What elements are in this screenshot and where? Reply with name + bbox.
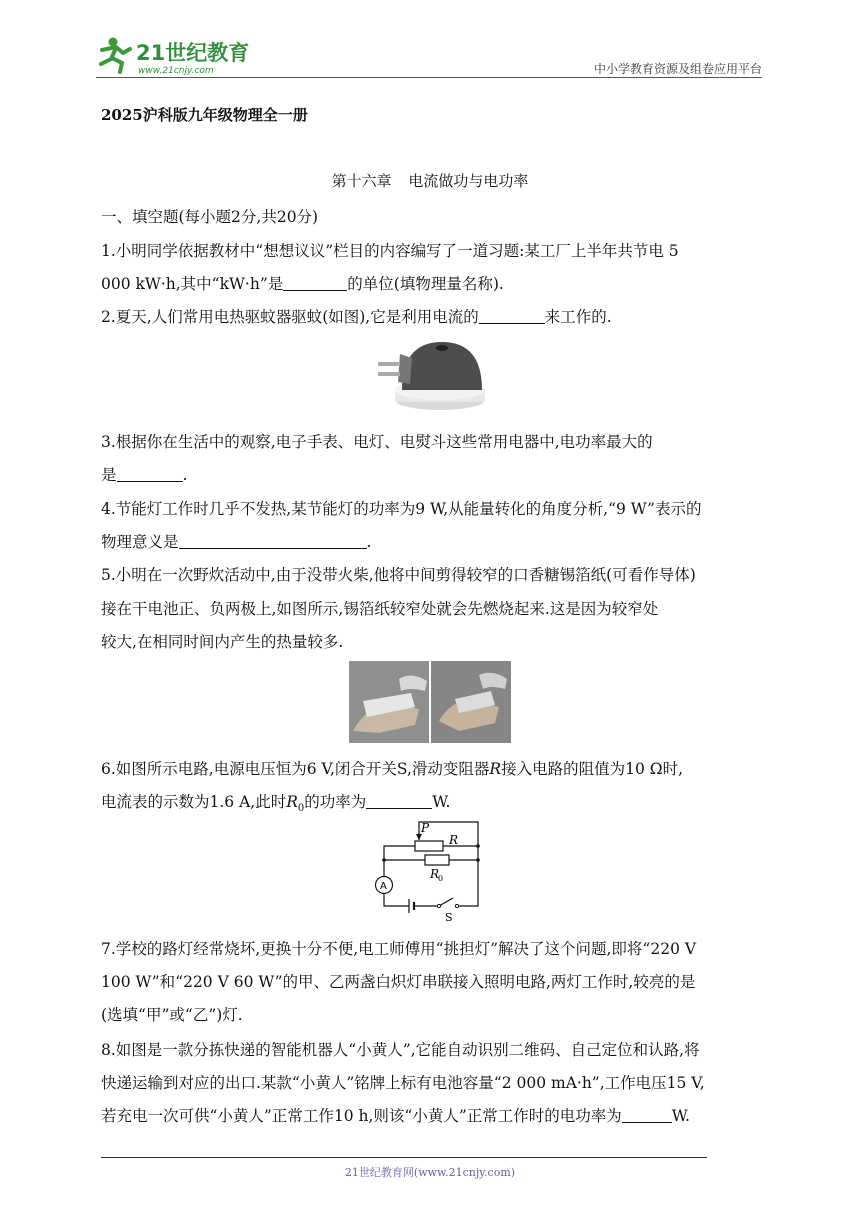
answer-blank[interactable] bbox=[366, 793, 432, 810]
document-title: 2025沪科版九年级物理全一册 bbox=[101, 106, 308, 124]
switch-label: S bbox=[445, 911, 453, 923]
question-8-line-1: 8.如图是一款分拣快递的智能机器人“小黄人”,它能自动识别二维码、自己定位和认路,将 bbox=[101, 1041, 700, 1059]
question-8-line-2: 快递运输到对应的出口.某款“小黄人”铭牌上标有电池容量“2 000 mA·h”,工作电压15 V, bbox=[101, 1074, 705, 1092]
logo-url: www.21cnjy.com bbox=[138, 66, 214, 76]
answer-blank[interactable] bbox=[479, 308, 545, 325]
platform-name: 中小学教育资源及组卷应用平台 bbox=[593, 62, 762, 76]
page-header bbox=[96, 34, 762, 78]
r0-label: R bbox=[430, 867, 440, 881]
header-divider bbox=[96, 77, 762, 78]
rheostat-label: R bbox=[449, 833, 459, 847]
question-5-line-2: 接在干电池正、负两极上,如图所示,锡箔纸较窄处就会先燃烧起来.这是因为较窄处 bbox=[101, 600, 659, 618]
runner-icon bbox=[101, 38, 130, 73]
question-4-line-1: 4.节能灯工作时几乎不发热,某节能灯的功率为9 W,从能量转化的角度分析,“9 W”表示的 bbox=[101, 500, 702, 518]
section-heading: 一、填空题(每小题2分,共20分) bbox=[101, 208, 319, 226]
logo-text: 21世纪教育 bbox=[136, 41, 250, 65]
foil-battery-photos bbox=[349, 661, 511, 743]
question-1-line-2: 000 kW·h,其中“kW·h”是 的单位(填物理量名称). bbox=[101, 275, 504, 293]
answer-blank[interactable] bbox=[179, 533, 367, 550]
question-5-line-1: 5.小明在一次野炊活动中,由于没带火柴,他将中间剪得较窄的口香糖锡箔纸(可看作导体) bbox=[101, 566, 696, 584]
mosquito-repeller-image bbox=[370, 334, 490, 416]
question-6-line-1: 6.如图所示电路,电源电压恒为6 V,闭合开关S,滑动变阻器R接入电路的阻值为10 Ω时, bbox=[101, 760, 684, 778]
question-6-line-2: 电流表的示数为1.6 A,此时$R_0$的功率为 W. bbox=[101, 793, 451, 815]
chapter-title bbox=[0, 170, 860, 191]
ammeter-label: A bbox=[380, 881, 387, 892]
question-7-line-2: 100 W”和“220 V 60 W”的甲、乙两盏白炽灯串联接入照明电路,两灯工作时,较亮的是 bbox=[101, 973, 696, 991]
answer-blank[interactable] bbox=[622, 1107, 672, 1124]
logo bbox=[96, 34, 266, 78]
r0-subscript: 0 bbox=[438, 874, 444, 883]
slider-label: P bbox=[421, 821, 430, 835]
question-1-line-1: 1.小明同学依据教材中“想想议议”栏目的内容编写了一道习题:某工厂上半年共节电 5 bbox=[101, 242, 679, 260]
question-8-line-3: 若充电一次可供“小黄人”正常工作10 h,则该“小黄人”正常工作时的电功率为 W. bbox=[101, 1107, 690, 1125]
question-3-line-1: 3.根据你在生活中的观察,电子手表、电灯、电熨斗这些常用电器中,电功率最大的 bbox=[101, 433, 653, 451]
answer-blank[interactable] bbox=[283, 275, 347, 292]
question-2-line-1: 2.夏天,人们常用电热驱蚊器驱蚊(如图),它是利用电流的 来工作的. bbox=[101, 308, 612, 326]
footer-divider bbox=[101, 1157, 707, 1158]
question-4-line-2: 物理意义是 . bbox=[101, 533, 372, 551]
question-7-line-3: (选填“甲”或“乙”)灯. bbox=[101, 1006, 243, 1024]
question-3-line-2: 是 . bbox=[101, 466, 188, 484]
answer-blank[interactable] bbox=[117, 466, 183, 483]
page-footer[interactable]: 21世纪教育网(www.21cnjy.com) bbox=[344, 1166, 516, 1179]
question-5-line-3: 较大,在相同时间内产生的热量较多. bbox=[101, 633, 344, 651]
circuit-diagram bbox=[373, 818, 488, 923]
question-7-line-1: 7.学校的路灯经常烧坏,更换十分不便,电工师傅用“挑担灯”解决了这个问题,即将“220 V bbox=[101, 940, 697, 958]
chapter-number: 第十六章 bbox=[331, 172, 392, 190]
chapter-name: 电流做功与电功率 bbox=[408, 172, 529, 190]
